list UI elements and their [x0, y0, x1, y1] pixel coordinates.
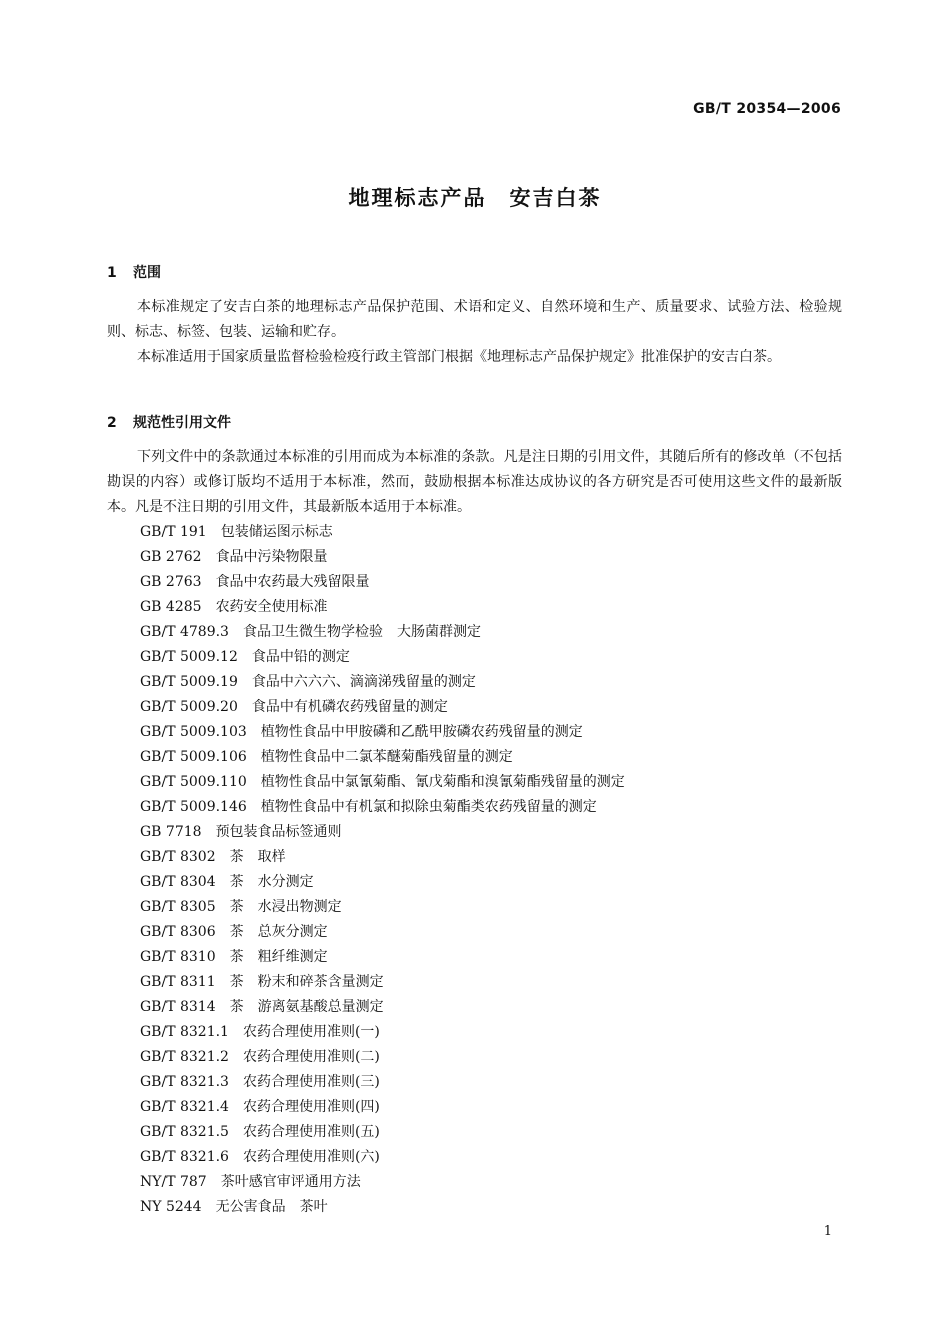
- reference-code: NY 5244: [140, 1199, 202, 1215]
- reference-item: [140, 720, 625, 745]
- reference-title: 茶 粉末和碎茶含量测定: [229, 974, 384, 990]
- reference-title: 茶 水分测定: [229, 874, 314, 890]
- reference-title: 农药合理使用准则(五): [242, 1124, 380, 1140]
- reference-code: GB/T 8321.6: [140, 1149, 229, 1165]
- reference-item: [140, 920, 625, 945]
- reference-title: 植物性食品中氯氰菊酯、氰戊菊酯和溴氰菊酯残留量的测定: [260, 774, 625, 790]
- reference-title: 茶 游离氨基酸总量测定: [229, 999, 384, 1015]
- section-number: 2: [107, 415, 117, 431]
- reference-title: 食品卫生微生物学检验 大肠菌群测定: [242, 624, 481, 640]
- reference-item: [140, 1045, 625, 1070]
- reference-item: [140, 1070, 625, 1095]
- reference-item: [140, 945, 625, 970]
- reference-code: GB/T 8305: [140, 899, 216, 915]
- reference-item: [140, 1120, 625, 1145]
- reference-item: [140, 645, 625, 670]
- reference-code: GB/T 8321.5: [140, 1124, 229, 1140]
- reference-title: 植物性食品中二氯苯醚菊酯残留量的测定: [260, 749, 513, 765]
- reference-item: [140, 820, 625, 845]
- reference-item: [140, 745, 625, 770]
- reference-title: 植物性食品中有机氯和拟除虫菊酯类农药残留量的测定: [260, 799, 597, 815]
- normative-references-list: [140, 520, 625, 1220]
- reference-item: [140, 1170, 625, 1195]
- section-number: 1: [107, 265, 117, 281]
- reference-code: GB/T 5009.106: [140, 749, 247, 765]
- reference-item: [140, 595, 625, 620]
- reference-item: [140, 795, 625, 820]
- section-heading-scope: [107, 262, 161, 282]
- reference-code: GB/T 5009.19: [140, 674, 238, 690]
- reference-code: GB/T 4789.3: [140, 624, 229, 640]
- reference-title: 食品中农药最大残留限量: [215, 574, 370, 590]
- reference-title: 食品中六六六、滴滴涕残留量的测定: [251, 674, 476, 690]
- page-number: 1: [823, 1224, 832, 1239]
- reference-code: GB/T 8310: [140, 949, 216, 965]
- references-intro-paragraph: 下列文件中的条款通过本标准的引用而成为本标准的条款。凡是注日期的引用文件，其随后所有的修改单（不包括勘误的内容）或修订版均不适用于本标准，然而，鼓励根据本标准达成协议的各方研究是否可使用这些文件的最新版本。凡是不注日期的引用文件，其最新版本适用于本标准。: [107, 449, 842, 515]
- reference-code: GB/T 8311: [140, 974, 216, 990]
- reference-title: 食品中有机磷农药残留量的测定: [251, 699, 448, 715]
- reference-item: [140, 845, 625, 870]
- reference-item: [140, 1195, 625, 1220]
- reference-title: 茶 总灰分测定: [229, 924, 328, 940]
- reference-title: 茶 取样: [229, 849, 286, 865]
- reference-code: GB/T 8321.3: [140, 1074, 229, 1090]
- reference-code: GB/T 5009.146: [140, 799, 247, 815]
- reference-code: GB 7718: [140, 824, 202, 840]
- reference-title: 茶 粗纤维测定: [229, 949, 328, 965]
- reference-title: 包装储运图示标志: [220, 524, 333, 540]
- standard-code: GB/T 20354—2006: [693, 101, 841, 117]
- document-title: 地理标志产品 安吉白茶: [348, 186, 602, 210]
- reference-code: GB/T 5009.110: [140, 774, 247, 790]
- reference-item: [140, 895, 625, 920]
- reference-item: [140, 770, 625, 795]
- reference-item: [140, 695, 625, 720]
- reference-title: 预包装食品标签通则: [215, 824, 342, 840]
- reference-item: [140, 1020, 625, 1045]
- reference-code: GB/T 8321.2: [140, 1049, 229, 1065]
- reference-title: 农药安全使用标准: [215, 599, 328, 615]
- reference-title: 植物性食品中甲胺磷和乙酰甲胺磷农药残留量的测定: [260, 724, 583, 740]
- reference-item: [140, 620, 625, 645]
- reference-code: GB/T 8321.4: [140, 1099, 229, 1115]
- reference-item: [140, 570, 625, 595]
- section-title: 范围: [133, 265, 161, 281]
- reference-code: GB/T 8314: [140, 999, 216, 1015]
- reference-code: GB/T 8321.1: [140, 1024, 229, 1040]
- reference-code: GB/T 8306: [140, 924, 216, 940]
- reference-code: GB/T 5009.103: [140, 724, 247, 740]
- reference-code: GB/T 8302: [140, 849, 216, 865]
- reference-code: GB/T 191: [140, 524, 207, 540]
- reference-code: NY/T 787: [140, 1174, 207, 1190]
- scope-paragraph-2: 本标准适用于国家质量监督检验检疫行政主管部门根据《地理标志产品保护规定》批准保护的安吉白茶。: [137, 349, 781, 365]
- scope-paragraph-1: 本标准规定了安吉白茶的地理标志产品保护范围、术语和定义、自然环境和生产、质量要求、试验方法、检验规则、标志、标签、包装、运输和贮存。: [107, 299, 842, 340]
- section-title: 规范性引用文件: [133, 415, 231, 431]
- reference-code: GB/T 8304: [140, 874, 216, 890]
- reference-title: 农药合理使用准则(一): [242, 1024, 380, 1040]
- reference-item: [140, 1095, 625, 1120]
- reference-title: 食品中污染物限量: [215, 549, 328, 565]
- reference-title: 无公害食品 茶叶: [215, 1199, 328, 1215]
- reference-code: GB 4285: [140, 599, 202, 615]
- reference-code: GB/T 5009.12: [140, 649, 238, 665]
- reference-item: [140, 870, 625, 895]
- reference-item: [140, 995, 625, 1020]
- section-heading-references: [107, 412, 231, 432]
- reference-code: GB 2762: [140, 549, 202, 565]
- reference-item: [140, 1145, 625, 1170]
- reference-item: [140, 970, 625, 995]
- reference-title: 食品中铅的测定: [251, 649, 350, 665]
- reference-title: 农药合理使用准则(二): [242, 1049, 380, 1065]
- reference-item: [140, 545, 625, 570]
- reference-code: GB 2763: [140, 574, 202, 590]
- reference-title: 农药合理使用准则(三): [242, 1074, 380, 1090]
- reference-item: [140, 520, 625, 545]
- reference-title: 茶 水浸出物测定: [229, 899, 342, 915]
- reference-title: 农药合理使用准则(四): [242, 1099, 380, 1115]
- reference-title: 农药合理使用准则(六): [242, 1149, 380, 1165]
- reference-code: GB/T 5009.20: [140, 699, 238, 715]
- reference-title: 茶叶感官审评通用方法: [220, 1174, 361, 1190]
- reference-item: [140, 670, 625, 695]
